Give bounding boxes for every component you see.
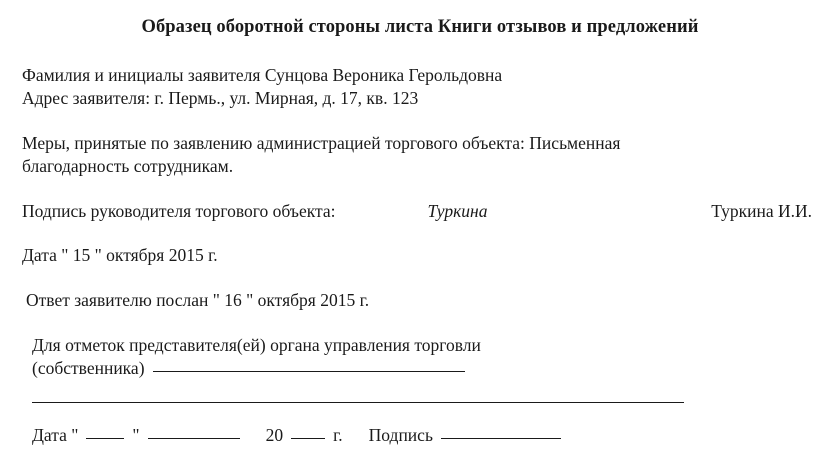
footer-signature-label: Подпись [368,424,433,445]
signature-label: Подпись руководителя торгового объекта: [22,200,336,221]
official-marks-block [22,334,818,380]
official-marks-line-2 [32,357,818,380]
footer-day-blank[interactable] [86,438,124,439]
footer-year-prefix: 20 [265,424,284,445]
owner-label: (собственника) [32,357,145,378]
measures-line-1: Меры, принятые по заявлению администрацией торгового объекта: Письменная [22,133,621,154]
measures-line-2: благодарность сотрудникам. [22,156,234,177]
footer-date-signature-row [22,425,818,446]
spacer [22,38,818,64]
official-marks-line-1: Для отметок представителя(ей) органа управления торговли [32,334,481,355]
measures-block [22,132,818,178]
spacer [22,179,818,201]
signature-row [22,201,818,222]
applicant-name-line: Фамилия и инициалы заявителя Сунцова Вероника Герольдовна [22,65,503,86]
signature-printed-name: Туркина И.И. [711,200,812,221]
reply-block [22,289,818,312]
spacer [22,222,818,244]
spacer [22,267,818,289]
spacer [22,312,818,334]
reply-line: Ответ заявителю послан " 16 " октября 2015 г. [26,289,370,310]
footer-month-blank[interactable] [148,438,240,439]
signature-handwritten: Туркина [427,200,488,221]
spacer [22,380,818,402]
owner-blank-rule[interactable] [153,371,465,372]
spacer [22,110,818,132]
date-block [22,244,818,267]
footer-year-suffix: г. [333,424,343,445]
footer-date-label: Дата " [32,424,79,445]
page-title: Образец оборотной стороны листа Книги отзывов и предложений [141,17,699,37]
footer-year-blank[interactable] [291,438,325,439]
applicant-address-line: Адрес заявителя: г. Пермь., ул. Мирная, д. 17, кв. 123 [22,88,419,109]
applicant-block [22,64,818,110]
footer-quote-close: " [132,424,140,445]
date-line: Дата " 15 " октября 2015 г. [22,244,218,265]
footer-signature-blank[interactable] [441,438,561,439]
spacer [22,403,818,425]
